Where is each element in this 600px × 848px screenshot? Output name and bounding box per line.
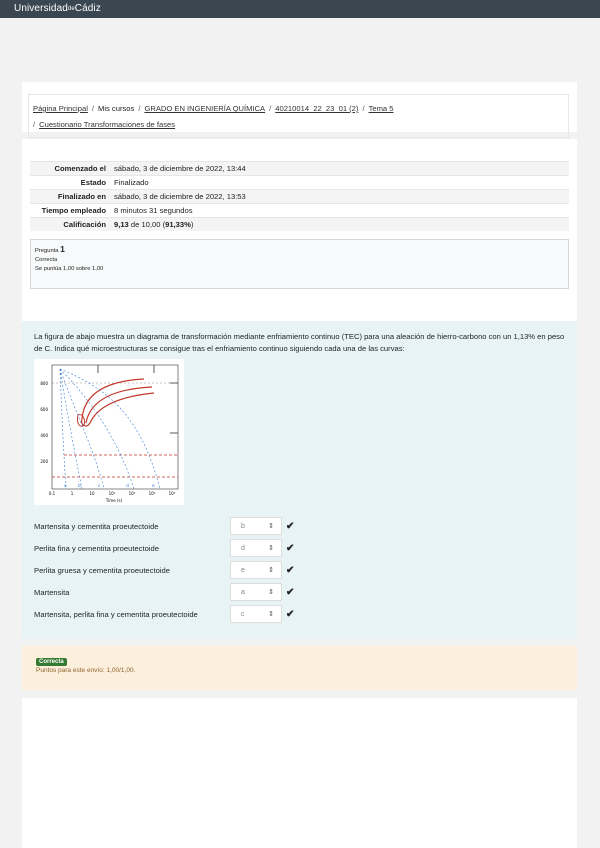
summary-value: sábado, 3 de diciembre de 2022, 13:53: [110, 190, 569, 204]
diagram-curve-label: e: [152, 484, 155, 489]
diagram-curve-label: d: [126, 484, 129, 489]
breadcrumb-card: [22, 82, 577, 132]
summary-label: Tiempo empleado: [30, 204, 110, 218]
summary-label: Finalizado en: [30, 190, 110, 204]
summary-row-finished: [30, 190, 569, 204]
match-row: [34, 515, 565, 537]
diagram-x-tick: 10²: [108, 491, 116, 496]
question-state: Correcta: [35, 257, 58, 263]
page-content: [0, 18, 600, 848]
bottom-card: [22, 698, 577, 848]
breadcrumb-course-link[interactable]: 40210014_22_23_01 (2): [275, 104, 359, 113]
diagram-x-label: Time (s): [105, 498, 123, 503]
diagram-curve-label: c: [98, 484, 101, 489]
summary-label: Estado: [30, 176, 110, 190]
diagram-x-tick: 1: [70, 491, 74, 496]
match-select[interactable]: e ⇕: [230, 561, 282, 579]
check-icon: ✔: [286, 564, 295, 576]
diagram-x-tick: 0.1: [48, 491, 56, 496]
question-formulation: [22, 321, 577, 639]
summary-value: 8 minutos 31 segundos: [110, 204, 569, 218]
select-arrows-icon: ⇕: [268, 589, 274, 596]
breadcrumb: Página Principal / Mis cursos / GRADO EN INGENIERÍA QUÍMICA / 40210014_22_23_01 (2) / Tema 5 / Cuestionario Transformaciones de fases: [28, 94, 569, 138]
match-row: [34, 537, 565, 559]
cct-diagram-svg: [34, 359, 184, 505]
match-row: [34, 603, 565, 625]
correct-badge: Correcta: [36, 658, 67, 666]
select-arrows-icon: ⇕: [268, 545, 274, 552]
diagram-x-tick: 10³: [128, 491, 136, 496]
site-header: [0, 0, 600, 18]
summary-value: sábado, 3 de diciembre de 2022, 13:44: [110, 162, 569, 176]
diagram-y-tick: 600: [40, 407, 48, 412]
diagram-y-tick: 400: [40, 433, 48, 438]
select-arrows-icon: ⇕: [268, 611, 274, 618]
question-label: Pregunta: [35, 248, 59, 254]
summary-row-time: [30, 204, 569, 218]
breadcrumb-quiz-link[interactable]: Cuestionario Transformaciones de fases: [39, 120, 176, 129]
question-info: [30, 239, 569, 289]
select-arrows-icon: ⇕: [268, 523, 274, 530]
match-label: Martensita, perlita fina y cementita proeutectoide: [34, 609, 198, 619]
cct-diagram: [34, 359, 184, 505]
summary-label: Comenzado el: [30, 162, 110, 176]
diagram-x-tick: 10⁵: [168, 491, 176, 496]
breadcrumb-degree-link[interactable]: GRADO EN INGENIERÍA QUÍMICA: [144, 104, 266, 113]
breadcrumb-home-link[interactable]: Página Principal: [33, 104, 88, 113]
summary-row-state: [30, 176, 569, 190]
match-select[interactable]: a ⇕: [230, 583, 282, 601]
match-select[interactable]: b ⇕: [230, 517, 282, 535]
summary-value: Finalizado: [110, 176, 569, 190]
diagram-curve-label: a: [64, 484, 67, 489]
diagram-y-tick: 200: [40, 459, 48, 464]
diagram-x-tick: 10: [89, 491, 95, 496]
match-select[interactable]: d ⇕: [230, 539, 282, 557]
match-row: [34, 581, 565, 603]
match-select[interactable]: c ⇕: [230, 605, 282, 623]
select-arrows-icon: ⇕: [268, 567, 274, 574]
match-label: Martensita: [34, 587, 70, 597]
question-grade: Se puntúa 1,00 sobre 1,00: [35, 266, 104, 272]
summary-value: 9,13 de 10,00 (91,33%): [110, 218, 569, 232]
breadcrumb-topic-link[interactable]: Tema 5: [368, 104, 394, 113]
summary-row-grade: [30, 218, 569, 232]
attempt-summary-table: [30, 161, 569, 231]
check-icon: ✔: [286, 520, 295, 532]
question-feedback: [22, 646, 577, 690]
match-label: Perlita fina y cementita proeutectoide: [34, 543, 159, 553]
diagram-x-tick: 10⁴: [148, 491, 156, 496]
diagram-y-tick: 800: [40, 381, 48, 386]
check-icon: ✔: [286, 542, 295, 554]
feedback-text: Puntos para este envío: 1,00/1,00.: [36, 667, 136, 674]
site-logo[interactable]: UniversidaddeCádiz: [14, 3, 101, 14]
match-label: Perlita gruesa y cementita proeutectoide: [34, 565, 170, 575]
question-number: 1: [60, 244, 65, 254]
check-icon: ✔: [286, 608, 295, 620]
summary-label: Calificación: [30, 218, 110, 232]
diagram-curve-label: b: [78, 484, 81, 489]
question-text: La figura de abajo muestra un diagrama de transformación mediante enfriamiento continuo (TEC) para una aleación de hierro-carbono con un 1,13% en peso de C. Indica qué microestructuras se consigue tras el enfriamiento continuo siguiendo cada una de las curvas:: [34, 332, 565, 353]
check-icon: ✔: [286, 586, 295, 598]
summary-row-started: [30, 162, 569, 176]
breadcrumb-my-courses: Mis cursos: [98, 104, 135, 113]
match-answers: [34, 515, 565, 625]
match-row: [34, 559, 565, 581]
match-label: Martensita y cementita proeutectoide: [34, 521, 159, 531]
